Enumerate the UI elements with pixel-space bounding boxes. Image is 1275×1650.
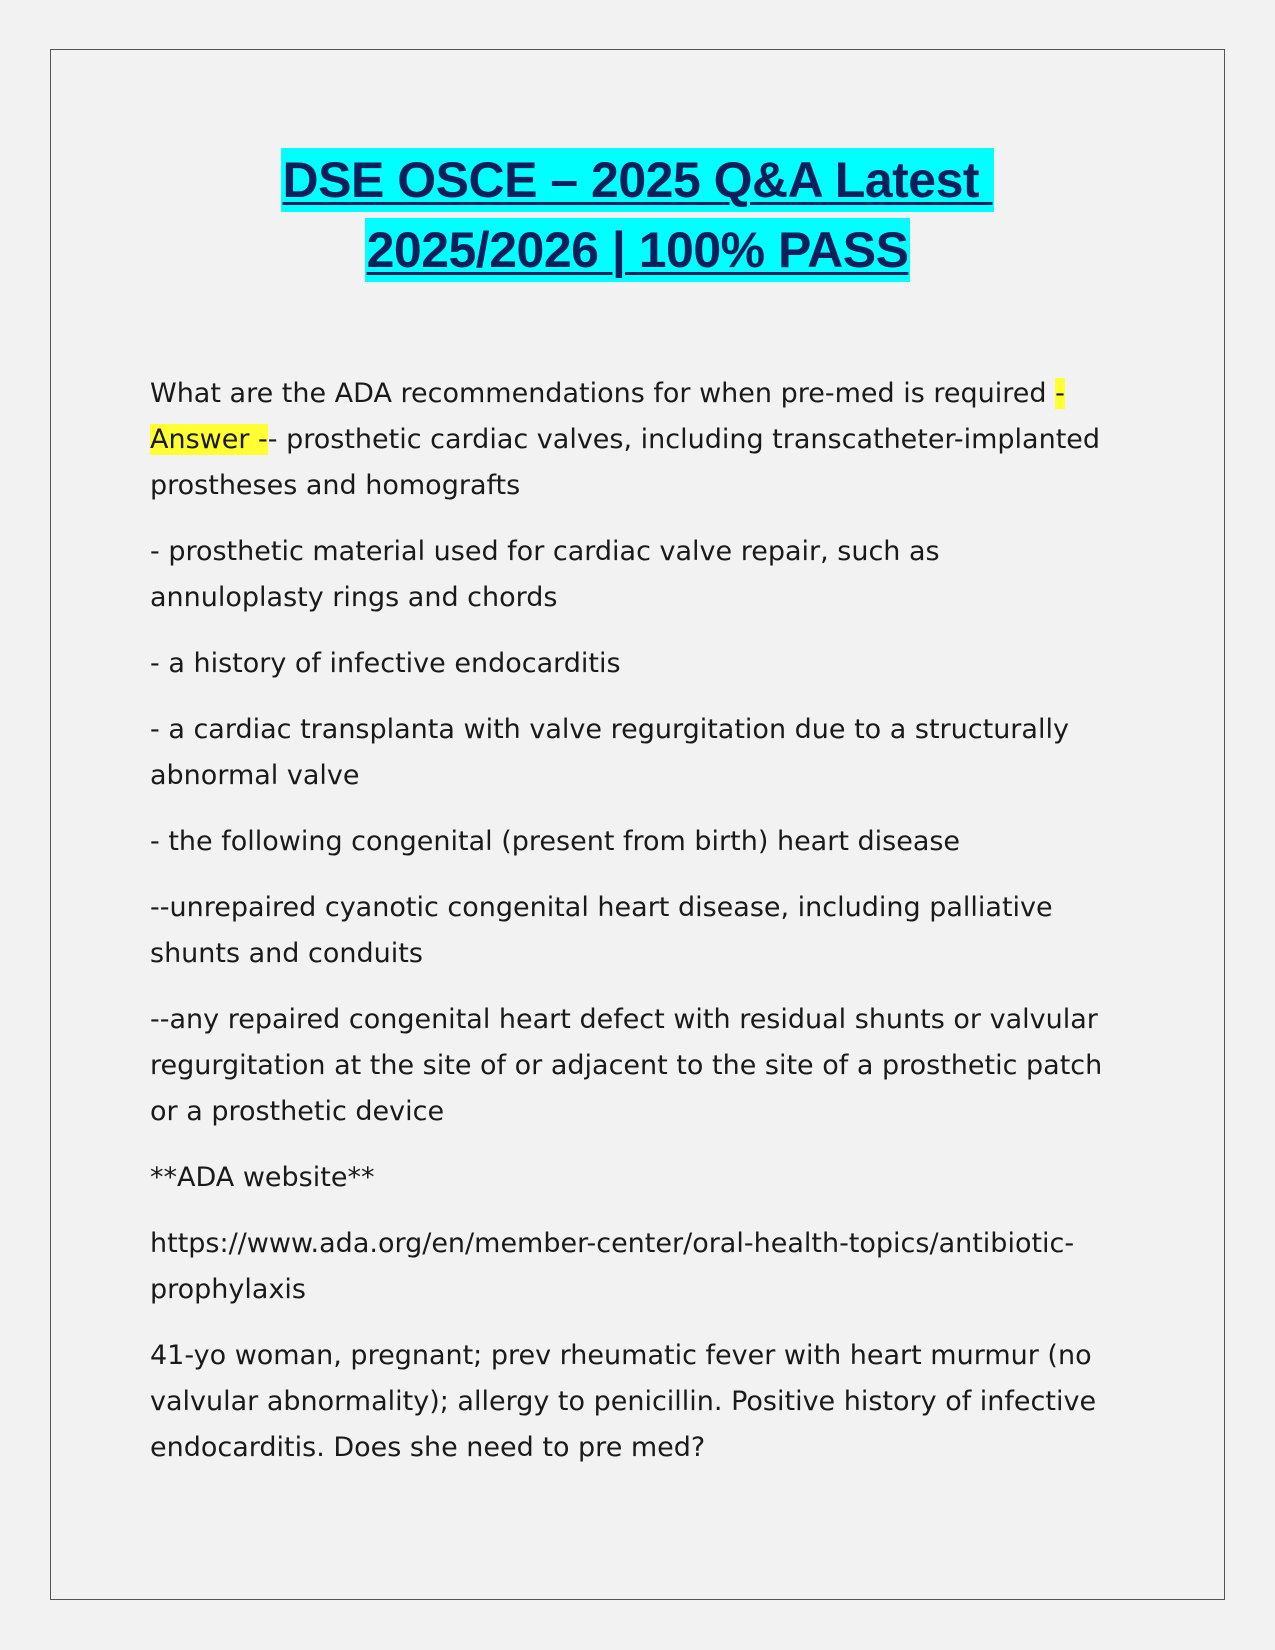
document-title [50,148,1225,282]
answer-item-1: - prosthetic material used for cardiac valve repair, such as annuloplasty rings and chords [150,536,940,613]
question-2: 41-yo woman, pregnant; prev rheumatic fever with heart murmur (no valvular abnormality); allergy to penicillin. Positive history of infective endocarditis. Does she need to pre med? [150,1340,1097,1463]
ada-website-label: **ADA website** [150,1162,375,1193]
answer-item-5: --unrepaired cyanotic congenital heart disease, including palliative shunts and conduits [150,892,1053,969]
answer-item-2: - a history of infective endocarditis [150,648,621,679]
ada-website-url: https://www.ada.org/en/member-center/oral-health-topics/antibiotic-prophylaxis [150,1228,1075,1305]
answer-1-first: - prosthetic cardiac valves, including transcatheter-implanted prostheses and homografts [150,424,1101,501]
title-line-1: DSE OSCE – 2025 Q&A Latest [281,148,995,212]
question-1 [150,371,1110,509]
answer-marker: - Answer - [150,378,1065,455]
question-1-text: What are the ADA recommendations for when pre-med is required [150,378,1056,409]
document-body [150,371,1110,1491]
answer-item-6: --any repaired congenital heart defect with residual shunts or valvular regurgitation at the site of or adjacent to the site of a prosthetic patch or a prosthetic device [150,1004,1103,1127]
answer-item-4: - the following congenital (present from birth) heart disease [150,826,961,857]
title-line-2: 2025/2026 | 100% PASS [365,218,911,282]
answer-item-3: - a cardiac transplanta with valve regurgitation due to a structurally abnormal valve [150,714,1069,791]
